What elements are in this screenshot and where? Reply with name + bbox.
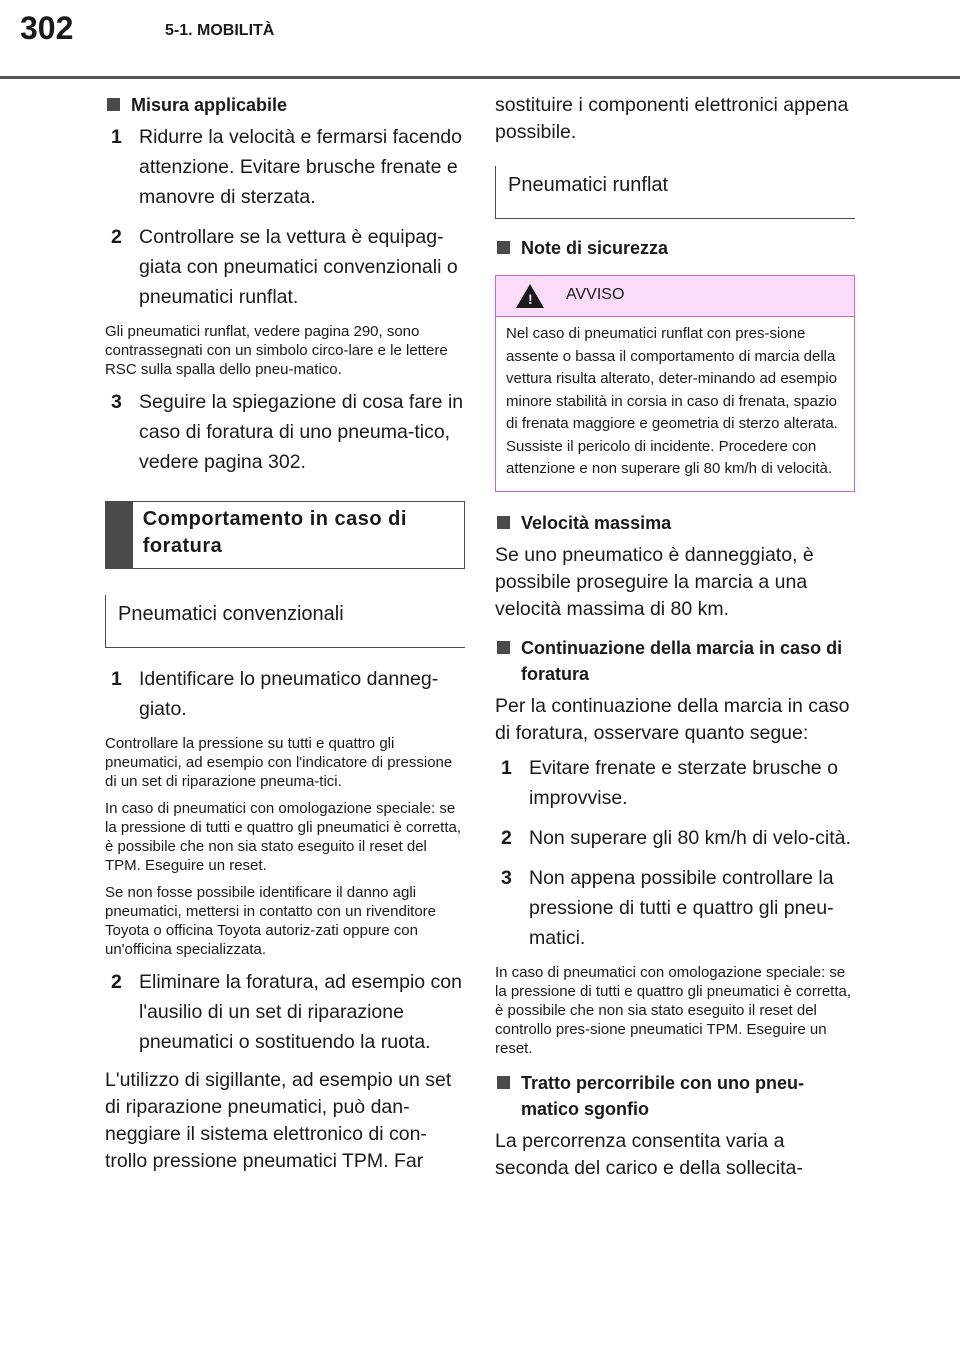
- step-item: [495, 863, 855, 953]
- subsection-heading: Pneumatici runflat: [495, 166, 855, 219]
- step-number: 3: [501, 866, 512, 889]
- runflat-note: Gli pneumatici runflat, vedere pagina 290, sono contrassegnati con un simbolo circo-lare e le lettere RSC sulla spalla dello pneu-matico.: [105, 323, 448, 378]
- subsection-heading: Pneumatici convenzionali: [105, 595, 465, 648]
- step-item: [105, 222, 465, 312]
- body-paragraph: sostituire i componenti elettronici appena possibile.: [495, 94, 849, 143]
- square-bullet-icon: [107, 98, 120, 111]
- step-text: Seguire la spiegazione di cosa fare in caso di foratura di uno pneuma-tico, vedere pagina 302.: [139, 391, 464, 473]
- step-number: 1: [501, 756, 512, 779]
- step-text: Non appena possibile controllare la pressione di tutti e quattro gli pneu-matici.: [529, 866, 834, 949]
- warning-header: ! AVVISO: [496, 276, 854, 317]
- body-paragraph: Per la continuazione della marcia in caso di foratura, osservare quanto segue:: [495, 694, 850, 744]
- step-number: 1: [111, 668, 122, 690]
- step-item: [105, 122, 465, 212]
- body-paragraph: Se uno pneumatico è danneggiato, è possibile proseguire la marcia a una velocità massima di 80 km.: [495, 543, 814, 620]
- note-text: In caso di pneumatici con omologazione speciale: se la pressione di tutti e quattro gli pneumatici è corretta, è possibile che non sia stato eseguito il reset del TPM. Eseguire un reset.: [105, 800, 462, 874]
- step-item: [105, 664, 465, 724]
- sicurezza-heading: Note di sicurezza: [495, 235, 855, 261]
- section-heading-box: [105, 501, 465, 569]
- note-text: In caso di pneumatici con omologazione speciale: se la pressione di tutti e quattro gli pneumatici è corretta, è possibile che non sia stato eseguito il reset del controllo pres-sione pneumatici TPM. Eseguire un reset.: [495, 963, 852, 1057]
- step-number: 2: [111, 226, 122, 248]
- step-text: Non superare gli 80 km/h di velo-cità.: [529, 826, 851, 849]
- warning-text: Nel caso di pneumatici runflat con pres-sione assente o bassa il comportamento di marcia della vettura risulta alterato, deter-minando ad esempio minore stabilità in corsia in caso di frenata, spazio di frenata maggiore e geometria di sterzo alterata. Sussiste il pericolo di incidente. Procedere con attenzione e non superare gli 80 km/h di velocità.: [506, 325, 838, 477]
- step-item: [495, 753, 855, 813]
- header-divider: [0, 76, 960, 79]
- section-title: 5-1. MOBILITÀ: [165, 22, 275, 39]
- step-item: [495, 823, 855, 853]
- body-paragraph: L'utilizzo di sigillante, ad esempio un set di riparazione pneumatici, può dan-neggiare il sistema elettronico di con-trollo pressione pneumatici TPM. Far: [105, 1069, 452, 1172]
- tratto-heading: Tratto percorribile con uno pneu-matico sgonfio: [495, 1070, 855, 1122]
- step-item: [105, 967, 465, 1057]
- step-number: 3: [111, 391, 122, 413]
- note-text: Se non fosse possibile identificare il danno agli pneumatici, mettersi in contatto con un rivenditore Toyota o officina Toyota autoriz-zati oppure con un'officina specializzata.: [105, 884, 437, 958]
- warning-label: AVVISO: [566, 286, 625, 303]
- square-bullet-icon: [497, 241, 510, 254]
- step-text: Ridurre la velocità e fermarsi facendo attenzione. Evitare brusche frenate e manovre di sterzata.: [139, 126, 462, 208]
- step-item: [105, 387, 465, 477]
- right-column: [495, 92, 855, 1188]
- warning-box: [495, 275, 855, 492]
- step-number: 2: [501, 826, 512, 849]
- square-bullet-icon: [497, 516, 510, 529]
- step-text: Identificare lo pneumatico danneg-giato.: [139, 668, 439, 720]
- heading-bar: [106, 502, 133, 568]
- step-text: Evitare frenate e sterzate brusche o improvvise.: [529, 756, 838, 809]
- step-text: Eliminare la foratura, ad esempio con l'ausilio di un set di riparazione pneumatici o sostituendo la ruota.: [139, 971, 462, 1053]
- section-heading: Comportamento in caso di foratura: [142, 508, 407, 557]
- note-text: Controllare la pressione su tutti e quattro gli pneumatici, ad esempio con l'indicatore di pressione di un set di riparazione pneuma-tici.: [105, 735, 453, 790]
- page-number: 302: [20, 10, 74, 46]
- page-header: [0, 0, 960, 80]
- step-number: 2: [111, 971, 122, 993]
- square-bullet-icon: [497, 641, 510, 654]
- continuazione-heading: Continuazione della marcia in caso di foratura: [495, 635, 855, 687]
- velocita-heading: Velocità massima: [495, 510, 855, 536]
- misura-heading: Misura applicabile: [105, 92, 465, 118]
- step-text: Controllare se la vettura è equipag-giata con pneumatici convenzionali o pneumatici runflat.: [139, 226, 458, 308]
- square-bullet-icon: [497, 1076, 510, 1089]
- left-column: [105, 92, 465, 1181]
- body-paragraph: La percorrenza consentita varia a seconda del carico e della sollecita-: [495, 1129, 803, 1179]
- step-number: 1: [111, 126, 122, 148]
